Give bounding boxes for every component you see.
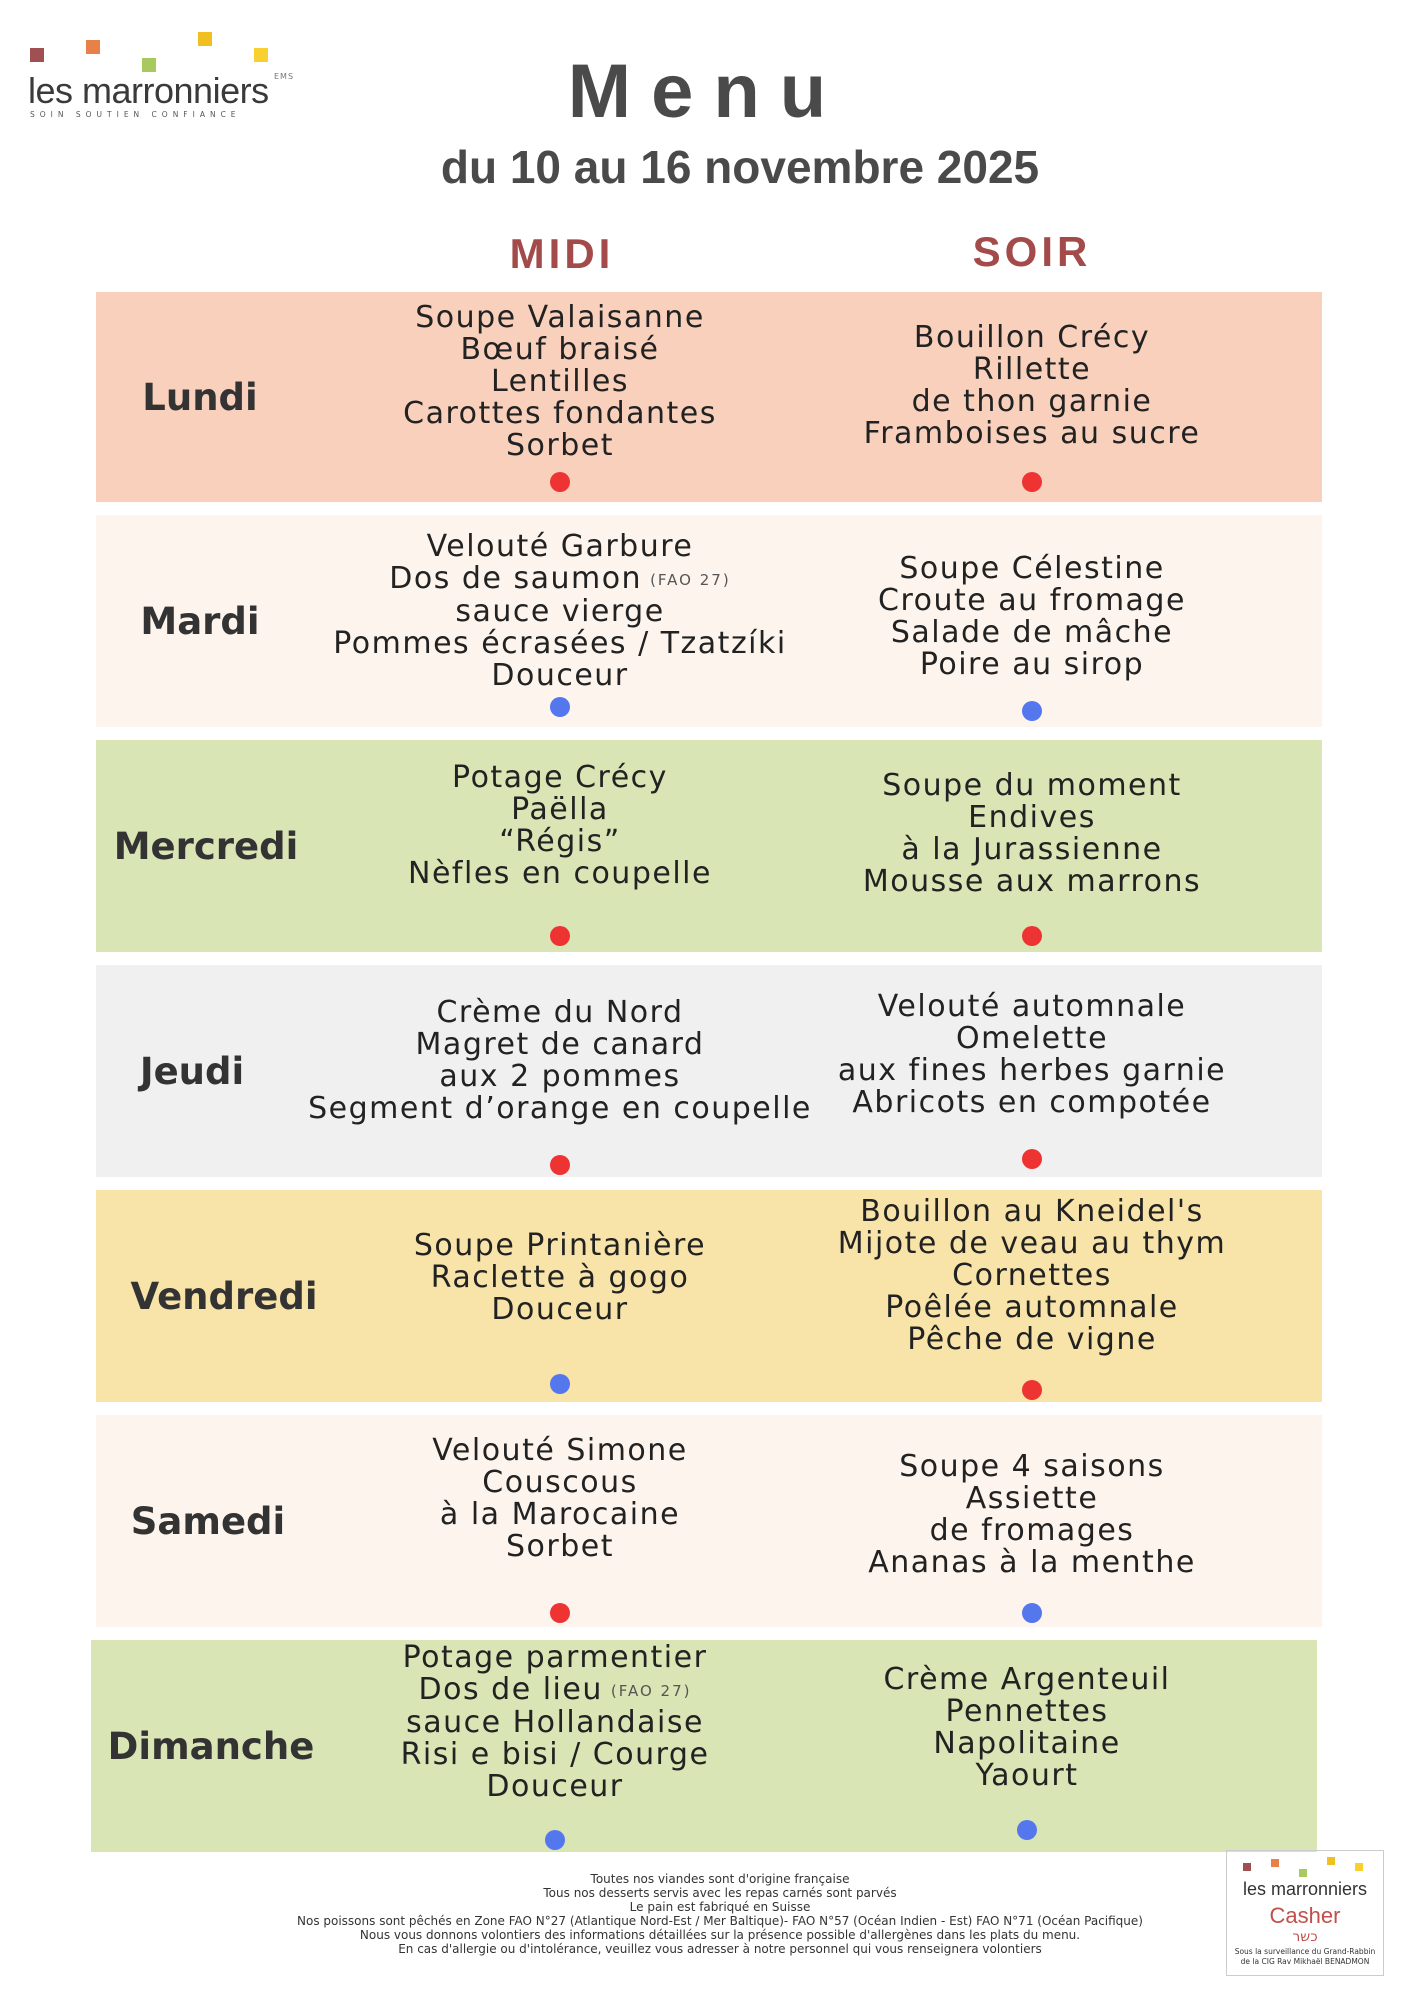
footer-line: Nous vous donnons volontiers des informations détaillées sur la présence possible d'allergènes dans les plats du menu. <box>359 1928 1081 1942</box>
fao-zone: (FAO 27) <box>650 570 731 589</box>
dish-line: Ananas à la menthe <box>868 1545 1196 1580</box>
dish-line: Napolitaine <box>933 1726 1121 1761</box>
dish-line: Bouillon au Kneidel's <box>860 1194 1204 1229</box>
dish-line: Velouté Simone <box>432 1433 688 1468</box>
soir-dot <box>1017 1820 1037 1840</box>
midi-dot <box>545 1830 565 1850</box>
day-label: Lundi <box>142 375 258 419</box>
column-head-midi: MIDI <box>509 230 615 277</box>
midi-dot <box>550 472 570 492</box>
soir-dot <box>1022 701 1042 721</box>
dish-line: Mousse aux marrons <box>862 864 1202 899</box>
dish-line: Pommes écrasées / Tzatzíki <box>333 625 787 661</box>
soir-dot <box>1022 1603 1042 1623</box>
soir-dot <box>1022 1380 1042 1400</box>
kosher-square-1 <box>1243 1863 1251 1871</box>
logo-name: les marronniers <box>28 70 269 111</box>
dish-line: Segment d’orange en coupelle <box>308 1091 812 1126</box>
dish-line: Velouté Garbure <box>426 529 694 564</box>
soir-dishes <box>732 1196 1332 1356</box>
day-label: Jeudi <box>139 1049 245 1093</box>
dish-line: Sorbet <box>506 1529 614 1564</box>
dish-line: Soupe 4 saisons <box>899 1449 1165 1484</box>
midi-dot <box>550 1374 570 1394</box>
dish-line: sauce vierge <box>455 593 665 629</box>
soir-dishes <box>732 322 1332 450</box>
soir-dishes <box>732 1451 1332 1579</box>
day-row-lundi <box>96 292 1322 502</box>
dish-line: Poire au sirop <box>919 647 1145 682</box>
dish-line: Mijote de veau au thym <box>837 1226 1227 1261</box>
dish-line: Salade de mâche <box>890 615 1174 650</box>
page-title: Menu <box>567 49 847 134</box>
dish-line: Risi e bisi / Courge <box>400 1736 710 1772</box>
soir-dishes <box>727 1664 1327 1792</box>
dish-line: Poêlée automnale <box>885 1290 1179 1325</box>
dish-line: Pêche de vigne <box>907 1322 1157 1357</box>
kosher-line-2: de la CIG Rav Mikhaël BENADMON <box>1240 1957 1370 1966</box>
dish-line: de fromages <box>929 1513 1135 1548</box>
kosher-casher: Casher <box>1269 1903 1341 1928</box>
fao-zone: (FAO 27) <box>610 1681 692 1700</box>
dish-line: à la Marocaine <box>439 1497 681 1532</box>
soir-dishes <box>732 991 1332 1119</box>
dish-line: Pennettes <box>945 1694 1109 1729</box>
kosher-badge <box>1226 1850 1384 1976</box>
dish-line: Velouté automnale <box>877 989 1187 1024</box>
day-label: Mardi <box>140 599 260 643</box>
dish-line: Bœuf braisé <box>460 332 660 367</box>
kosher-name: les marronniers <box>1243 1879 1368 1899</box>
day-label: Samedi <box>130 1499 286 1543</box>
dish-line: Endives <box>968 800 1096 835</box>
kosher-square-3 <box>1299 1869 1307 1877</box>
day-row-dimanche <box>91 1640 1317 1852</box>
dish-line: Bouillon Crécy <box>913 320 1151 355</box>
dish-line: Douceur <box>486 1768 624 1804</box>
footer-line: Tous nos desserts servis avec les repas carnés sont parvés <box>543 1886 897 1900</box>
dish-line: Dos de lieu (FAO 27) <box>418 1672 692 1707</box>
midi-dot <box>550 697 570 717</box>
footer-line: Le pain est fabriqué en Suisse <box>629 1900 811 1914</box>
dish-line: Douceur <box>491 1292 629 1327</box>
dish-line: à la Jurassienne <box>901 832 1163 867</box>
kosher-square-5 <box>1355 1863 1363 1871</box>
dish-line: “Régis” <box>499 824 621 859</box>
dish-line: Croute au fromage <box>878 583 1186 618</box>
dish-line: Soupe Célestine <box>899 551 1165 586</box>
dish-line: de thon garnie <box>911 384 1153 419</box>
dish-line: Magret de canard <box>415 1027 705 1062</box>
logo-square-4 <box>198 32 212 46</box>
dish-line: Framboises au sucre <box>863 416 1201 451</box>
dish-line: Sorbet <box>506 428 614 463</box>
dish-line: Lentilles <box>490 364 629 399</box>
dish-line: Carottes fondantes <box>403 396 717 431</box>
dish-line: sauce Hollandaise <box>406 1704 704 1740</box>
soir-dot <box>1022 472 1042 492</box>
kosher-line-1: Sous la surveillance du Grand-Rabbin <box>1234 1947 1376 1956</box>
dish-line: Potage Crécy <box>452 760 668 795</box>
kosher-square-2 <box>1271 1859 1279 1867</box>
dish-line: Omelette <box>955 1021 1109 1056</box>
midi-dot <box>550 1155 570 1175</box>
midi-dot <box>550 1603 570 1623</box>
dish-line: Abricots en compotée <box>852 1085 1212 1120</box>
footer-line: Nos poissons sont pêchés en Zone FAO N°27 (Atlantique Nord-Est / Mer Baltique)- FAO N°57 (Océan Indien - Est) FAO N°71 (Océan Pacifique) <box>297 1914 1143 1928</box>
dish-line: Yaourt <box>975 1758 1079 1793</box>
kosher-supervision <box>1231 1947 1379 1967</box>
dish-line: aux fines herbes garnie <box>837 1053 1227 1088</box>
logo-ems: EMS <box>274 72 295 81</box>
soir-dot <box>1022 926 1042 946</box>
dish-line: Cornettes <box>952 1258 1112 1293</box>
footer-line: En cas d'allergie ou d'intolérance, veuillez vous adresser à notre personnel qui vous renseignera volontiers <box>398 1942 1042 1956</box>
day-label: Vendredi <box>130 1274 318 1318</box>
soir-dishes <box>732 770 1332 898</box>
dish-line: Paëlla <box>511 792 609 827</box>
kosher-hebrew: כשר <box>1292 1929 1318 1945</box>
midi-dot <box>550 926 570 946</box>
dish-line: Potage parmentier <box>402 1640 708 1675</box>
dish-line: Soupe Valaisanne <box>415 300 705 335</box>
day-label: Mercredi <box>113 824 299 868</box>
dish-line: Couscous <box>482 1465 638 1500</box>
page-subtitle: du 10 au 16 novembre 2025 <box>440 141 1040 193</box>
dish-line: Soupe du moment <box>882 768 1182 803</box>
dish-line: Soupe Printanière <box>413 1228 707 1263</box>
soir-dot <box>1022 1149 1042 1169</box>
footer-line: Toutes nos viandes sont d'origine française <box>590 1872 850 1886</box>
dish-line: Rillette <box>972 352 1092 387</box>
logo-tagline: SOIN SOUTIEN CONFIANCE <box>30 110 241 119</box>
dish-line: aux 2 pommes <box>439 1059 681 1094</box>
dish-line: Nèfles en coupelle <box>408 856 712 891</box>
day-row-vendredi <box>96 1190 1322 1402</box>
kosher-square-4 <box>1327 1857 1335 1865</box>
day-label: Dimanche <box>107 1724 315 1768</box>
footer-notes <box>160 1872 1280 1956</box>
column-head-soir: SOIR <box>972 228 1092 275</box>
day-row-samedi <box>96 1415 1322 1627</box>
day-row-mercredi <box>96 740 1322 952</box>
dish-line: Raclette à gogo <box>430 1260 690 1295</box>
dish-line: Crème du Nord <box>436 995 684 1030</box>
dish-line: Crème Argenteuil <box>883 1662 1171 1697</box>
day-row-mardi <box>96 515 1322 727</box>
dish-line: Douceur <box>491 657 629 693</box>
dish-line: Assiette <box>965 1481 1099 1516</box>
dish-line: Dos de saumon (FAO 27) <box>389 561 731 596</box>
day-row-jeudi <box>96 965 1322 1177</box>
soir-dishes <box>732 553 1332 681</box>
